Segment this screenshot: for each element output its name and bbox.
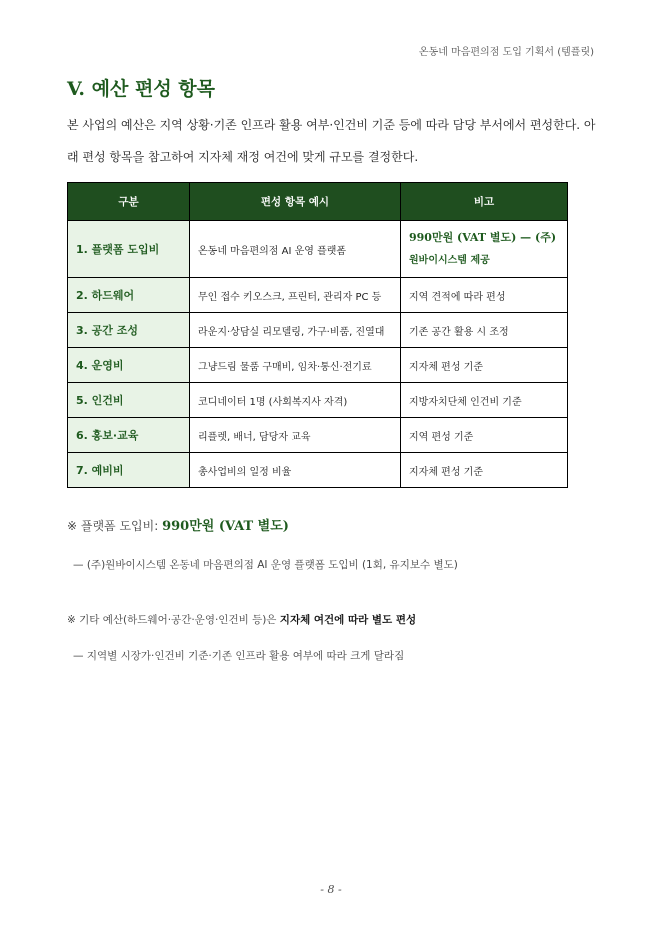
table-header-row <box>68 183 568 221</box>
row-note: 지역 편성 기준 <box>401 418 568 453</box>
row-category: 4. 운영비 <box>68 348 190 383</box>
row-item: 리플렛, 배너, 담당자 교육 <box>190 418 401 453</box>
column-header-note: 비고 <box>401 183 568 221</box>
row-item: 총사업비의 일정 비율 <box>190 453 401 488</box>
other-budget-emphasis: 지자체 여건에 따라 별도 편성 <box>279 614 417 626</box>
row-category: 3. 공간 조성 <box>68 313 190 348</box>
other-budget-note <box>67 612 416 627</box>
other-budget-detail: — 지역별 시장가·인건비 기준·기존 인프라 활용 여부에 따라 크게 달라짐 <box>73 650 405 662</box>
section-intro: 본 사업의 예산은 지역 상황·기존 인프라 활용 여부·인건비 기준 등에 따라 담당 부서에서 편성한다. 아래 편성 항목을 참고하여 지자체 재정 여건에 맞게 규모를 결정한다. <box>67 118 596 164</box>
row-category: 7. 예비비 <box>68 453 190 488</box>
other-budget-label: ※ 기타 예산(하드웨어·공간·운영·인건비 등)은 <box>67 614 280 626</box>
platform-cost-note <box>67 515 289 534</box>
table-row <box>68 383 568 418</box>
section-title: V. 예산 편성 항목 <box>67 78 216 100</box>
table-row <box>68 348 568 383</box>
table-row <box>68 221 568 278</box>
page-number: - 8 - <box>320 883 342 896</box>
platform-cost-detail: — (주)원바이시스템 온동네 마음편의점 AI 운영 플랫폼 도입비 (1회, 유지보수 별도) <box>73 559 458 571</box>
document-header-title: 온동네 마음편의점 도입 기획서 (템플릿) <box>418 47 594 58</box>
row-item: 그냥드림 물품 구매비, 임차·통신·전기료 <box>190 348 401 383</box>
row-note: 지자체 편성 기준 <box>401 348 568 383</box>
table-row <box>68 453 568 488</box>
row-category: 5. 인건비 <box>68 383 190 418</box>
column-header-category: 구분 <box>68 183 190 221</box>
row-category: 2. 하드웨어 <box>68 278 190 313</box>
table-row <box>68 278 568 313</box>
platform-cost-label: ※ 플랫폼 도입비: <box>67 519 163 533</box>
column-header-item: 편성 항목 예시 <box>190 183 401 221</box>
row-note: 기존 공간 활용 시 조정 <box>401 313 568 348</box>
row-note: 지역 견적에 따라 편성 <box>401 278 568 313</box>
row-note: 지자체 편성 기준 <box>401 453 568 488</box>
row-note-provider: 원바이시스템 제공 <box>409 254 490 266</box>
row-item: 코디네이터 1명 (사회복지사 자격) <box>190 383 401 418</box>
platform-cost-value: 990만원 (VAT 별도) <box>162 519 289 534</box>
row-item: 무인 접수 키오스크, 프린터, 관리자 PC 등 <box>190 278 401 313</box>
budget-table <box>67 182 568 488</box>
row-note-price: 990만원 (VAT 별도) — (주) <box>409 230 557 244</box>
row-category: 6. 홍보·교육 <box>68 418 190 453</box>
row-note: 지방자치단체 인건비 기준 <box>401 383 568 418</box>
table-row <box>68 418 568 453</box>
row-category: 1. 플랫폼 도입비 <box>68 221 190 278</box>
row-note <box>401 221 568 278</box>
row-item: 온동네 마음편의점 AI 운영 플랫폼 <box>190 221 401 278</box>
table-row <box>68 313 568 348</box>
row-item: 라운지·상담실 리모델링, 가구·비품, 진열대 <box>190 313 401 348</box>
